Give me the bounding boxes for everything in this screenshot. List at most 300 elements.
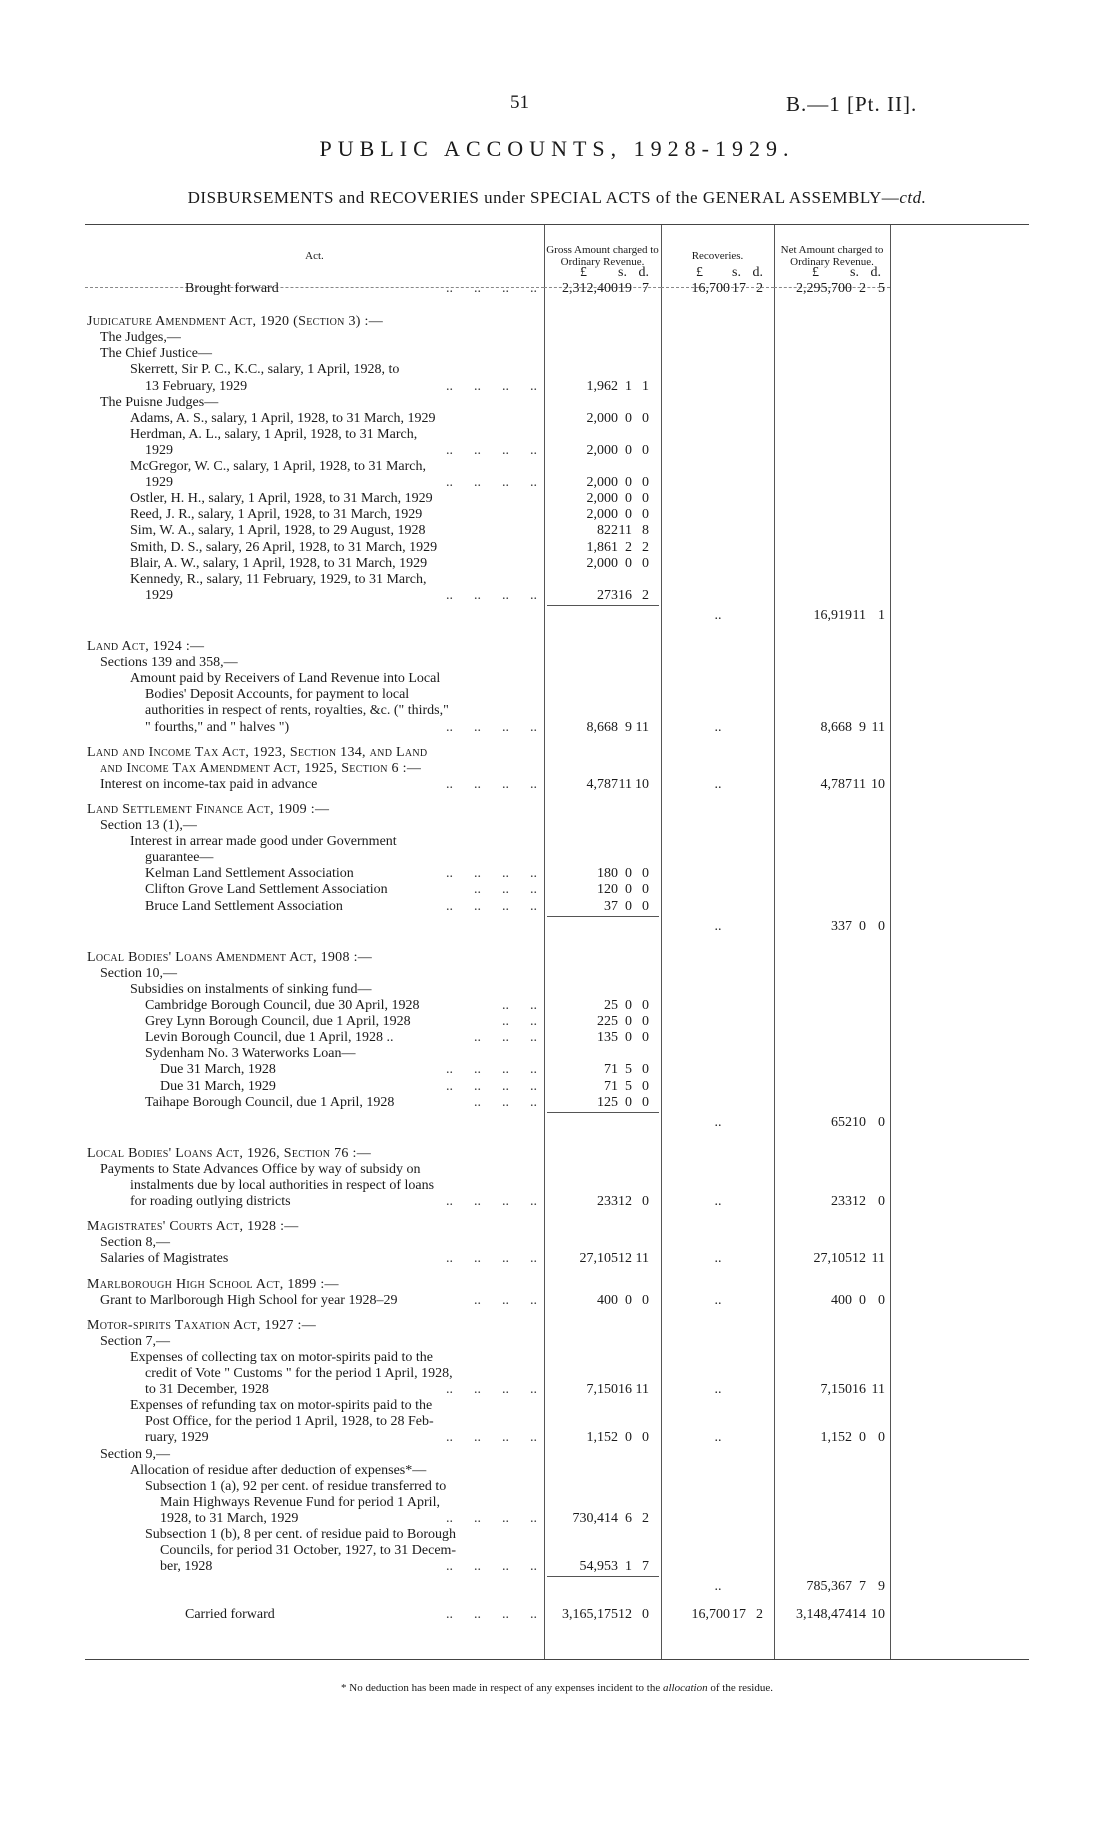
table-row: [85, 866, 1029, 882]
row-description: Kelman Land Settlement Association: [145, 866, 354, 882]
gross-pounds: 4,787: [586, 776, 618, 792]
row-description: guarantee—: [145, 850, 214, 866]
gross-pence: 0: [642, 998, 649, 1013]
rec-pounds: ..: [714, 719, 722, 735]
rec-pounds: ..: [714, 1114, 722, 1130]
gross-pence: 0: [642, 1292, 649, 1308]
rec-pounds: ..: [714, 1579, 722, 1595]
table-row: [85, 998, 1029, 1014]
row-description: Section 10,—: [100, 965, 177, 981]
rec-pence-unit: d.: [752, 265, 763, 280]
gross-shillings: 6: [625, 1510, 632, 1526]
net-pence: 11: [871, 1251, 885, 1267]
gross-pence: 0: [642, 1030, 649, 1046]
table-row: [85, 1046, 1029, 1062]
table-row: [85, 1293, 1029, 1309]
footnote-main: * No deduction has been made in respect of any expenses incident to the: [341, 1682, 661, 1694]
table-row: [85, 1014, 1029, 1030]
net-pounds: 3,148,474: [796, 1607, 852, 1623]
gross-pence: 0: [642, 1607, 649, 1623]
act-heading: Marlborough High School Act, 1899 :—: [87, 1276, 339, 1292]
rec-pounds: 16,700: [691, 1607, 730, 1623]
row-description: Interest on income-tax paid in advance: [100, 776, 318, 792]
table-row: [85, 491, 1029, 507]
net-pence: 11: [871, 1382, 885, 1398]
table-row: [85, 802, 1029, 818]
net-pounds-unit: £: [812, 265, 819, 280]
gross-pence: 0: [642, 1094, 649, 1110]
row-description: Interest in arrear made good under Government: [130, 834, 397, 850]
row-description: Amount paid by Receivers of Land Revenue into Local: [130, 671, 441, 687]
rec-pounds: ..: [714, 1430, 722, 1446]
dot-leader: .. .. .. ..: [446, 442, 537, 458]
table-row: [85, 556, 1029, 572]
row-description: Smith, D. S., salary, 26 April, 1928, to 31 March, 1929: [130, 539, 438, 555]
gross-pence: 0: [642, 507, 649, 523]
gross-pounds: 8,668: [586, 719, 618, 735]
dot-leader: .. .. .. ..: [446, 281, 537, 296]
row-description: McGregor, W. C., salary, 1 April, 1928, to 31 March,: [130, 459, 426, 474]
row-description: Section 9,—: [100, 1446, 170, 1462]
net-shillings: 16: [852, 1382, 866, 1398]
gross-shillings: 16: [618, 587, 632, 603]
net-shillings: 7: [859, 1579, 866, 1595]
table-row: [85, 1162, 1029, 1178]
row-description: to 31 December, 1928: [145, 1382, 269, 1398]
header-recoveries: Recoveries.: [661, 225, 774, 288]
dot-leader: .. .. ..: [474, 1030, 537, 1046]
gross-pounds-unit: £: [580, 265, 587, 280]
table-row: [85, 346, 1029, 362]
act-heading: Land Settlement Finance Act, 1909 :—: [87, 801, 330, 817]
row-description: Clifton Grove Land Settlement Association: [145, 882, 388, 898]
gross-pounds: 120: [597, 882, 618, 898]
row-description: Payments to State Advances Office by way of subsidy on: [100, 1161, 421, 1177]
table-row: [85, 1235, 1029, 1251]
table-row: [85, 588, 1029, 604]
table-row: [85, 314, 1029, 330]
row-description: Bodies' Deposit Accounts, for payment to local: [145, 687, 410, 703]
gross-shillings: 0: [625, 491, 632, 507]
gross-pounds: 27,105: [579, 1251, 618, 1267]
gross-pounds: 400: [597, 1292, 618, 1308]
row-description: Blair, A. W., salary, 1 April, 1928, to 31 March, 1929: [130, 555, 428, 571]
dot-leader: .. .. .. ..: [446, 1251, 537, 1267]
dot-leader: .. .. .. ..: [446, 1062, 537, 1078]
table-row: [85, 818, 1029, 834]
table-row: [85, 982, 1029, 998]
gross-shillings: 11: [618, 523, 632, 539]
header-net: Net Amount charged to Ordinary Revenue.: [774, 225, 890, 288]
gross-shillings: 1: [625, 378, 632, 394]
act-heading: Land and Income Tax Act, 1923, Section 134, and Land: [87, 744, 428, 760]
table-row: [85, 1527, 1029, 1543]
act-heading: Judicature Amendment Act, 1920 (Section 3) :—: [87, 314, 384, 330]
gross-shillings: 19: [618, 281, 632, 296]
gross-pence-unit: d.: [638, 265, 649, 280]
table-row: [85, 1398, 1029, 1414]
net-shillings: 11: [852, 776, 866, 792]
gross-pence: 8: [642, 523, 649, 539]
row-description: ber, 1928: [160, 1559, 213, 1575]
gross-pence: 0: [642, 1430, 649, 1446]
gross-pence: 0: [642, 410, 649, 426]
gross-pounds: 71: [604, 1062, 618, 1078]
table-row: [85, 507, 1029, 523]
table-row: [85, 1430, 1029, 1446]
row-description: ruary, 1929: [145, 1430, 209, 1446]
row-description: Section 8,—: [100, 1235, 170, 1251]
row-description: Expenses of collecting tax on motor-spirits paid to the: [130, 1349, 433, 1365]
rec-pence: 2: [756, 1607, 763, 1623]
gross-shillings: 5: [625, 1062, 632, 1078]
gross-pounds: 125: [597, 1094, 618, 1110]
net-pence: 10: [871, 776, 885, 792]
table-row: [85, 459, 1029, 475]
table-row: [85, 899, 1029, 915]
dot-leader: .. .. .. ..: [446, 1194, 537, 1210]
table-row: [85, 1318, 1029, 1334]
page-subtitle: [85, 188, 1029, 208]
gross-shillings: 0: [625, 898, 632, 914]
table-row: [85, 639, 1029, 655]
table-row: [85, 703, 1029, 719]
row-description: Taihape Borough Council, due 1 April, 1928: [145, 1094, 395, 1110]
table-row: [85, 687, 1029, 703]
net-pence: 5: [878, 281, 885, 296]
rec-shillings: 17: [732, 1607, 746, 1623]
row-description: Levin Borough Council, due 1 April, 1928 ..: [145, 1030, 394, 1046]
table-row: [85, 1146, 1029, 1162]
table-row: [85, 572, 1029, 588]
gross-pence: 0: [642, 1194, 649, 1210]
table-row: [85, 395, 1029, 411]
gross-pence: 11: [635, 1382, 649, 1398]
table-row: [85, 540, 1029, 556]
rec-shillings: 17: [732, 281, 746, 296]
net-pounds: 7,150: [820, 1382, 852, 1398]
act-heading: Local Bodies' Loans Act, 1926, Section 76 :—: [87, 1145, 372, 1161]
net-shillings: 11: [852, 607, 866, 623]
table-row: [85, 427, 1029, 443]
table-row: [85, 950, 1029, 966]
table-row: [85, 1543, 1029, 1559]
gross-pounds: 2,000: [586, 475, 618, 491]
table-row: [85, 362, 1029, 378]
gross-pounds: 2,000: [586, 507, 618, 523]
row-description: Councils, for period 31 October, 1927, to 31 Decem-: [160, 1543, 457, 1559]
table-row: [85, 1447, 1029, 1463]
table-row: [85, 720, 1029, 736]
row-description: Reed, J. R., salary, 1 April, 1928, to 31 March, 1929: [130, 507, 423, 523]
gross-pounds: 233: [597, 1194, 618, 1210]
gross-pence: 7: [642, 1559, 649, 1575]
dot-leader: .. .. .. ..: [446, 898, 537, 914]
subtotal-rule: [547, 916, 659, 917]
gross-pounds: 822: [597, 523, 618, 539]
net-shillings: 12: [852, 1251, 866, 1267]
net-pounds: 785,367: [806, 1579, 852, 1595]
gross-pence: 11: [635, 1251, 649, 1267]
net-pence: 9: [878, 1579, 885, 1595]
table-row: [85, 761, 1029, 777]
net-pence: 0: [878, 1430, 885, 1446]
net-pence: 1: [878, 607, 885, 623]
gross-pounds: 2,000: [586, 555, 618, 571]
dot-leader: .. .. .. ..: [446, 866, 537, 882]
gross-pence: 0: [642, 882, 649, 898]
net-pounds: 1,152: [820, 1430, 852, 1446]
table-row: [85, 1350, 1029, 1366]
act-heading: Magistrates' Courts Act, 1928 :—: [87, 1219, 299, 1235]
gross-shillings: 0: [625, 475, 632, 491]
row-description: The Chief Justice—: [100, 346, 212, 362]
table-row: [85, 608, 1029, 624]
gross-shillings: 16: [618, 1382, 632, 1398]
row-description: Kennedy, R., salary, 11 February, 1929, to 31 March,: [130, 571, 427, 587]
table-row: [85, 1463, 1029, 1479]
table-row: [85, 523, 1029, 539]
gross-pounds: 25: [604, 998, 618, 1013]
row-description: Sections 139 and 358,—: [100, 655, 238, 671]
gross-pounds: 180: [597, 866, 618, 882]
rec-pence: 2: [756, 281, 763, 296]
gross-pence: 7: [642, 281, 649, 296]
net-shillings: 12: [852, 1194, 866, 1210]
dot-leader: .. .. .. ..: [446, 1430, 537, 1446]
act-heading: Local Bodies' Loans Amendment Act, 1908 :—: [87, 949, 373, 965]
gross-pounds: 225: [597, 1014, 618, 1030]
subtotal-rule: [547, 1576, 659, 1577]
net-pounds: 400: [831, 1292, 852, 1308]
table-row: [85, 411, 1029, 427]
row-description: Section 7,—: [100, 1333, 170, 1349]
gross-pounds: 2,000: [586, 442, 618, 458]
net-pence-unit: d.: [870, 265, 881, 280]
row-description: Post Office, for the period 1 April, 1928, to 28 Feb-: [145, 1414, 434, 1430]
gross-shillings: 0: [625, 1430, 632, 1446]
gross-shillings: 11: [618, 776, 632, 792]
row-description: Sim, W. A., salary, 1 April, 1928, to 29 August, 1928: [130, 523, 426, 539]
table-row: [85, 1079, 1029, 1095]
gross-pounds: 3,165,175: [562, 1607, 618, 1623]
dot-leader: .. .. .. ..: [446, 1510, 537, 1526]
gross-shillings: 0: [625, 998, 632, 1013]
net-shillings: 10: [852, 1114, 866, 1130]
header-gross: Gross Amount charged to Ordinary Revenue.: [544, 225, 661, 288]
gross-pence: 0: [642, 1014, 649, 1030]
dot-leader: .. .. ..: [474, 1094, 537, 1110]
net-pounds: 652: [831, 1114, 852, 1130]
row-description: Skerrett, Sir P. C., K.C., salary, 1 April, 1928, to: [130, 362, 400, 378]
gross-pence: 1: [642, 378, 649, 394]
row-description: Subsection 1 (a), 92 per cent. of residue transferred to: [145, 1478, 447, 1494]
row-description: Subsection 1 (b), 8 per cent. of residue paid to Borough: [145, 1527, 457, 1542]
net-pence: 10: [871, 1607, 885, 1623]
gross-pounds: 1,861: [586, 539, 618, 555]
table-row: [85, 1219, 1029, 1235]
rec-pounds: ..: [714, 1382, 722, 1398]
table-row: [85, 834, 1029, 850]
subtitle-continued: ctd.: [899, 188, 927, 207]
gross-shillings: 5: [625, 1078, 632, 1094]
table-row: [85, 281, 1029, 297]
row-description: Brought forward: [185, 281, 279, 296]
table-row: [85, 1479, 1029, 1495]
net-pounds: 4,787: [820, 776, 852, 792]
table-row: [85, 1579, 1029, 1595]
table-row: [85, 1194, 1029, 1210]
row-description: Salaries of Magistrates: [100, 1251, 229, 1267]
gross-shillings: 0: [625, 507, 632, 523]
dot-leader: .. .. .. ..: [446, 587, 537, 603]
row-description: " fourths," and " halves "): [145, 719, 290, 735]
row-description: Herdman, A. L., salary, 1 April, 1928, to 31 March,: [130, 426, 418, 442]
net-pence: 0: [878, 1114, 885, 1130]
row-description: Ostler, H. H., salary, 1 April, 1928, to 31 March, 1929: [130, 491, 433, 507]
row-description: The Puisne Judges—: [100, 394, 219, 410]
gross-pence: 0: [642, 1078, 649, 1094]
gross-shillings: 12: [618, 1607, 632, 1623]
row-description: instalments due by local authorities in respect of loans: [130, 1178, 435, 1193]
row-description: Grant to Marlborough High School for year 1928–29: [100, 1292, 398, 1308]
table-row: [85, 475, 1029, 491]
act-heading: Land Act, 1924 :—: [87, 639, 205, 654]
footnote-end: of the residue.: [710, 1682, 773, 1694]
table-row: [85, 655, 1029, 671]
table-row: [85, 1366, 1029, 1382]
gross-shillings: 0: [625, 866, 632, 882]
table-row: [85, 882, 1029, 898]
units-row: [85, 265, 1029, 281]
gross-shillings: 0: [625, 882, 632, 898]
table-row: [85, 1030, 1029, 1046]
gross-pounds: 2,000: [586, 410, 618, 426]
rec-pounds: 16,700: [691, 281, 730, 296]
gross-pence: 2: [642, 587, 649, 603]
accounts-table: [85, 224, 1029, 1660]
gross-pounds: 2,000: [586, 491, 618, 507]
table-row: [85, 777, 1029, 793]
table-row: [85, 1277, 1029, 1293]
gross-pounds: 2,312,400: [562, 281, 618, 296]
gross-pounds: 273: [597, 587, 618, 603]
gross-pence: 0: [642, 442, 649, 458]
table-row: [85, 1115, 1029, 1131]
table-row: [85, 745, 1029, 761]
row-description: Bruce Land Settlement Association: [145, 898, 343, 914]
table-row: [85, 379, 1029, 395]
gross-shillings: 1: [625, 1559, 632, 1575]
gross-pounds: 37: [604, 898, 618, 914]
net-pence: 11: [871, 719, 885, 735]
dot-leader: .. ..: [502, 1014, 537, 1030]
table-row: [85, 1382, 1029, 1398]
gross-shillings: 2: [625, 539, 632, 555]
table-row: [85, 1334, 1029, 1350]
row-description: Due 31 March, 1929: [160, 1078, 276, 1094]
table-row: [85, 1495, 1029, 1511]
dot-leader: .. ..: [502, 998, 537, 1013]
table-row: [85, 443, 1029, 459]
table-row: [85, 1095, 1029, 1111]
gross-pounds: 54,953: [579, 1559, 618, 1575]
dot-leader: .. .. .. ..: [446, 1078, 537, 1094]
row-description: Adams, A. S., salary, 1 April, 1928, to 31 March, 1929: [130, 410, 436, 426]
dot-leader: .. .. .. ..: [446, 719, 537, 735]
net-shillings: 9: [859, 719, 866, 735]
gross-pounds: 1,152: [586, 1430, 618, 1446]
gross-pence: 11: [635, 719, 649, 735]
row-description: 1929: [145, 587, 173, 603]
dot-leader: .. .. ..: [474, 882, 537, 898]
rec-pounds: ..: [714, 1194, 722, 1210]
row-description: Main Highways Revenue Fund for period 1 April,: [160, 1494, 440, 1510]
act-heading: and Income Tax Amendment Act, 1925, Section 6 :—: [100, 760, 422, 776]
gross-pence: 2: [642, 1510, 649, 1526]
gross-pounds: 7,150: [586, 1382, 618, 1398]
net-shillings: 2: [859, 281, 866, 296]
row-description: 1929: [145, 475, 173, 491]
net-pounds: 233: [831, 1194, 852, 1210]
row-description: Sydenham No. 3 Waterworks Loan—: [145, 1046, 356, 1062]
net-pounds: 2,295,700: [796, 281, 852, 296]
net-pence: 0: [878, 1292, 885, 1308]
footnote-italic: allocation: [662, 1682, 708, 1694]
table-row: [85, 1511, 1029, 1527]
row-description: Carried forward: [185, 1607, 275, 1623]
row-description: Expenses of refunding tax on motor-spirits paid to the: [130, 1398, 433, 1414]
footnote: [85, 1682, 1029, 1694]
rec-pounds: ..: [714, 918, 722, 934]
gross-pence: 10: [635, 776, 649, 792]
row-description: The Judges,—: [100, 330, 181, 346]
row-description: credit of Vote " Customs " for the period 1 April, 1928,: [145, 1366, 453, 1381]
gross-shillings: 0: [625, 1014, 632, 1030]
subtitle-main: DISBURSEMENTS and RECOVERIES under SPECIAL ACTS of the GENERAL ASSEMBLY—: [187, 188, 900, 207]
header-act: Act.: [85, 225, 544, 288]
row-description: Due 31 March, 1928: [160, 1062, 276, 1078]
table-row: [85, 1607, 1029, 1623]
gross-pounds: 71: [604, 1078, 618, 1094]
table-row: [85, 1178, 1029, 1194]
document-reference: B.—1 [Pt. II].: [786, 92, 918, 116]
dot-leader: .. .. .. ..: [446, 1382, 537, 1398]
subtotal-rule: [547, 1112, 659, 1113]
page-number: 51: [510, 92, 529, 113]
net-pounds: 27,105: [813, 1251, 852, 1267]
table-row: [85, 1559, 1029, 1575]
gross-pence: 0: [642, 475, 649, 491]
table-row: [85, 1251, 1029, 1267]
dot-leader: .. .. .. ..: [446, 776, 537, 792]
gross-shillings: 0: [625, 1094, 632, 1110]
net-pounds: 16,919: [813, 607, 852, 623]
gross-shillings: 12: [618, 1194, 632, 1210]
table-row: [85, 966, 1029, 982]
table-row: [85, 1062, 1029, 1078]
gross-pence: 2: [642, 539, 649, 555]
dot-leader: .. .. ..: [474, 1292, 537, 1308]
rec-pounds: ..: [714, 607, 722, 623]
rec-pounds: ..: [714, 1292, 722, 1308]
table-row: [85, 850, 1029, 866]
gross-shillings: 0: [625, 410, 632, 426]
rec-shillings-unit: s.: [732, 265, 741, 280]
net-shillings: 14: [852, 1607, 866, 1623]
page-title: PUBLIC ACCOUNTS, 1928-1929.: [319, 136, 795, 161]
row-description: Grey Lynn Borough Council, due 1 April, 1928: [145, 1014, 411, 1030]
